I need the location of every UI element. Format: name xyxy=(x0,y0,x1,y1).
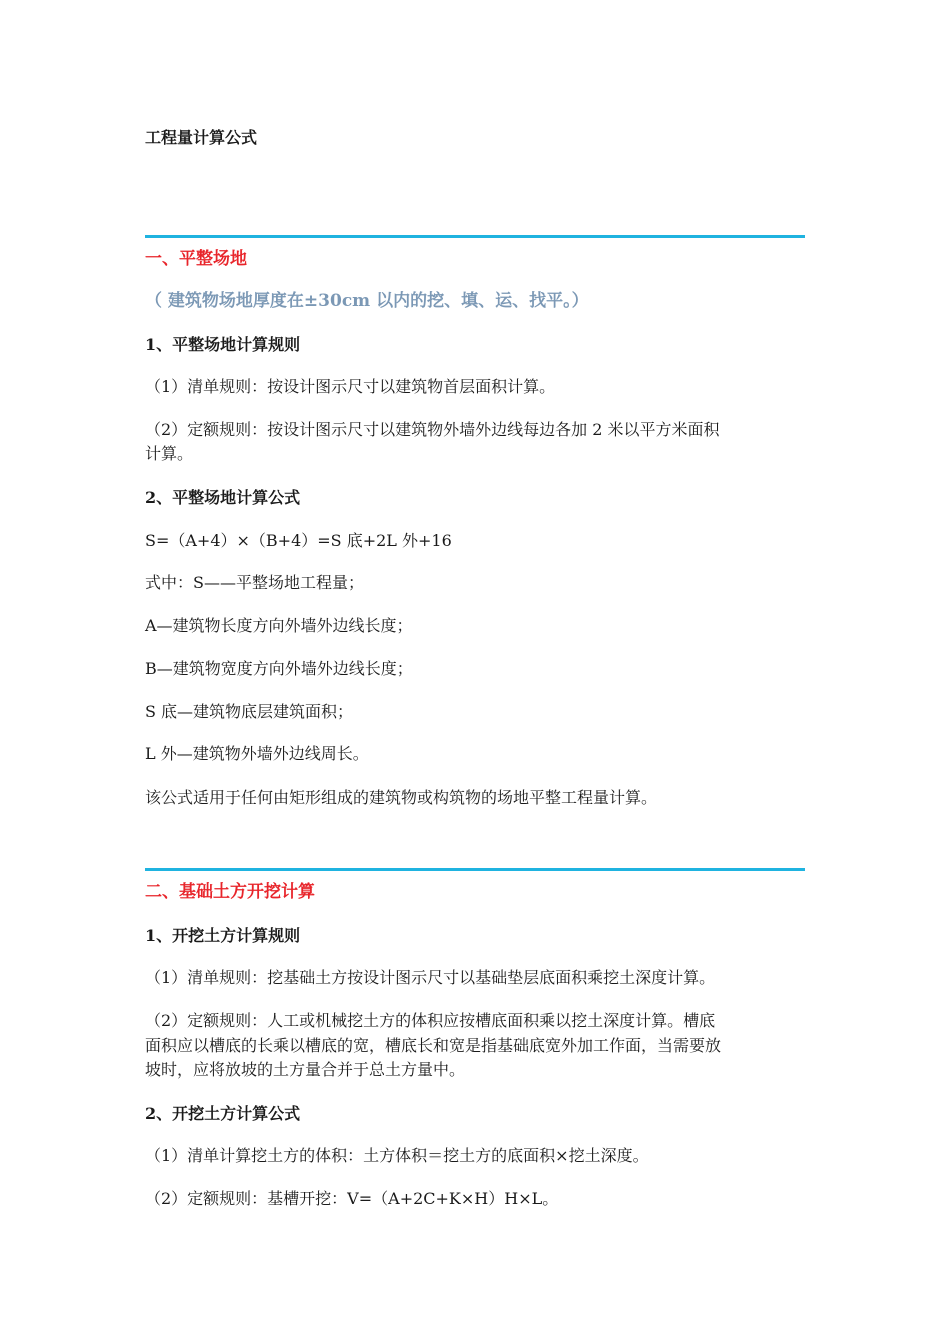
section1-heading: 一、平整场地 xyxy=(145,249,247,269)
section1-def-a: A—建筑物长度方向外墙外边线长度； xyxy=(145,616,413,635)
section1-formula-heading: 2、平整场地计算公式 xyxy=(145,488,301,507)
section1-note: （ 建筑物场地厚度在±30cm 以内的挖、填、运、找平。） xyxy=(145,291,589,311)
document-title: 工程量计算公式 xyxy=(145,128,258,147)
section1-def-b: B—建筑物宽度方向外墙外边线长度； xyxy=(145,659,413,678)
section-divider xyxy=(145,868,805,871)
section2-formula1: （1）清单计算挖土方的体积：土方体积＝挖土方的底面积×挖土深度。 xyxy=(145,1146,649,1165)
section1-rules-heading: 1、平整场地计算规则 xyxy=(145,335,301,354)
section2-rules-heading: 1、开挖土方计算规则 xyxy=(145,926,301,945)
section2-rule2-line2: 面积应以槽底的长乘以槽底的宽，槽底长和宽是指基础底宽外加工作面，当需要放 xyxy=(145,1036,722,1055)
section1-formula: S=（A+4）×（B+4）=S 底+2L 外+16 xyxy=(145,531,452,550)
section1-rule2-line1: （2）定额规则：按设计图示尺寸以建筑物外墙外边线每边各加 2 米以平方米面积 xyxy=(145,420,720,439)
section2-heading: 二、基础土方开挖计算 xyxy=(145,882,315,902)
section2-formula-heading: 2、开挖土方计算公式 xyxy=(145,1104,301,1123)
section1-applicability: 该公式适用于任何由矩形组成的建筑物或构筑物的场地平整工程量计算。 xyxy=(145,788,658,807)
section1-rule1: （1）清单规则：按设计图示尺寸以建筑物首层面积计算。 xyxy=(145,377,556,396)
section1-rule2-line2: 计算。 xyxy=(145,444,194,463)
section1-def-l: L 外—建筑物外墙外边线周长。 xyxy=(145,744,369,763)
section1-def-s: S 底—建筑物底层建筑面积； xyxy=(145,702,354,721)
section2-formula2: （2）定额规则：基槽开挖：V=（A+2C+K×H）H×L。 xyxy=(145,1189,559,1208)
section2-rule2-line1: （2）定额规则：人工或机械挖土方的体积应按槽底面积乘以挖土深度计算。槽底 xyxy=(145,1011,716,1030)
section1-where: 式中：S——平整场地工程量； xyxy=(145,573,364,592)
section2-rule2-line3: 坡时，应将放坡的土方量合并于总土方量中。 xyxy=(145,1060,466,1079)
section-divider xyxy=(145,235,805,238)
section2-rule1: （1）清单规则：挖基础土方按设计图示尺寸以基础垫层底面积乘挖土深度计算。 xyxy=(145,968,716,987)
